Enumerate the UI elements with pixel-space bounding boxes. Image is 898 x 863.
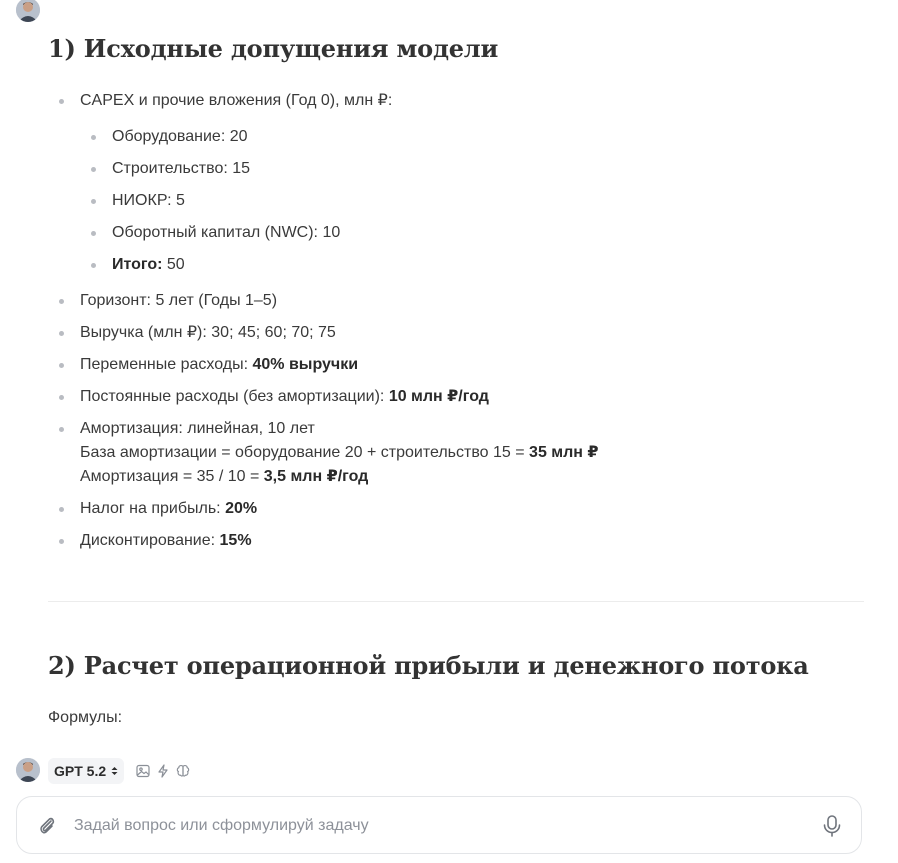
discount-label: Дисконтирование: bbox=[80, 532, 220, 549]
image-icon[interactable] bbox=[136, 764, 150, 778]
nwc-text: Оборотный капитал (NWC): 10 bbox=[112, 224, 341, 241]
list-item-tax bbox=[80, 497, 257, 521]
list-item-rnd bbox=[112, 189, 185, 213]
tax-value: 20% bbox=[225, 500, 258, 517]
total-label: Итого: bbox=[112, 256, 163, 273]
list-item-construction bbox=[112, 157, 250, 181]
depreciation-amount bbox=[80, 465, 599, 489]
list-item-depreciation bbox=[80, 417, 599, 489]
composer-avatar bbox=[16, 758, 40, 782]
section-divider bbox=[48, 601, 864, 602]
variable-costs-label: Переменные расходы: bbox=[80, 356, 253, 373]
user-avatar bbox=[16, 0, 40, 22]
composer bbox=[16, 796, 862, 854]
model-name: GPT 5.2 bbox=[54, 763, 107, 779]
list-item-total bbox=[112, 253, 185, 277]
discount-value: 15% bbox=[219, 532, 252, 549]
horizon-text: Горизонт: 5 лет (Годы 1–5) bbox=[80, 292, 278, 309]
microphone-icon[interactable] bbox=[821, 814, 843, 838]
paperclip-icon[interactable] bbox=[37, 815, 57, 837]
list-item-variable-costs bbox=[80, 353, 358, 377]
section-heading-calculation: 2) Расчет операционной прибыли и денежного потока bbox=[48, 651, 809, 680]
variable-costs-value: 40% выручки bbox=[252, 356, 359, 373]
sort-caret-icon bbox=[111, 766, 118, 776]
prompt-input[interactable] bbox=[74, 815, 794, 837]
list-item-nwc bbox=[112, 221, 340, 245]
construction-text: Строительство: 15 bbox=[112, 160, 251, 177]
total-value: 50 bbox=[162, 256, 185, 273]
depreciation-amount-value: 3,5 млн ₽/год bbox=[263, 468, 369, 485]
list-item-revenue bbox=[80, 321, 336, 345]
list-item-horizon bbox=[80, 289, 277, 313]
capex-label: CAPEX и прочие вложения (Год 0), млн ₽: bbox=[80, 92, 393, 109]
list-item-capex bbox=[80, 89, 392, 113]
list-item-fixed-costs bbox=[80, 385, 489, 409]
depreciation-method: Амортизация: линейная, 10 лет bbox=[80, 420, 315, 437]
list-item-discount bbox=[80, 529, 252, 553]
depreciation-base-label: База амортизации = оборудование 20 + строительство 15 = bbox=[80, 444, 530, 461]
list-item-equipment bbox=[112, 125, 248, 149]
section-heading-assumptions: 1) Исходные допущения модели bbox=[48, 34, 499, 63]
equipment-text: Оборудование: 20 bbox=[112, 128, 248, 145]
depreciation-base bbox=[80, 441, 599, 465]
depreciation-base-value: 35 млн ₽ bbox=[529, 444, 599, 461]
brain-icon[interactable] bbox=[176, 764, 190, 778]
tax-label: Налог на прибыль: bbox=[80, 500, 226, 517]
composer-toolbar bbox=[48, 758, 190, 784]
fixed-costs-label: Постоянные расходы (без амортизации): bbox=[80, 388, 389, 405]
model-selector[interactable] bbox=[48, 758, 124, 784]
depreciation-amount-label: Амортизация = 35 / 10 = bbox=[80, 468, 264, 485]
fixed-costs-value: 10 млн ₽/год bbox=[388, 388, 489, 405]
revenue-text: Выручка (млн ₽): 30; 45; 60; 70; 75 bbox=[80, 324, 336, 341]
lightning-icon[interactable] bbox=[156, 764, 170, 778]
rnd-text: НИОКР: 5 bbox=[112, 192, 185, 209]
formulas-label: Формулы: bbox=[48, 709, 123, 726]
